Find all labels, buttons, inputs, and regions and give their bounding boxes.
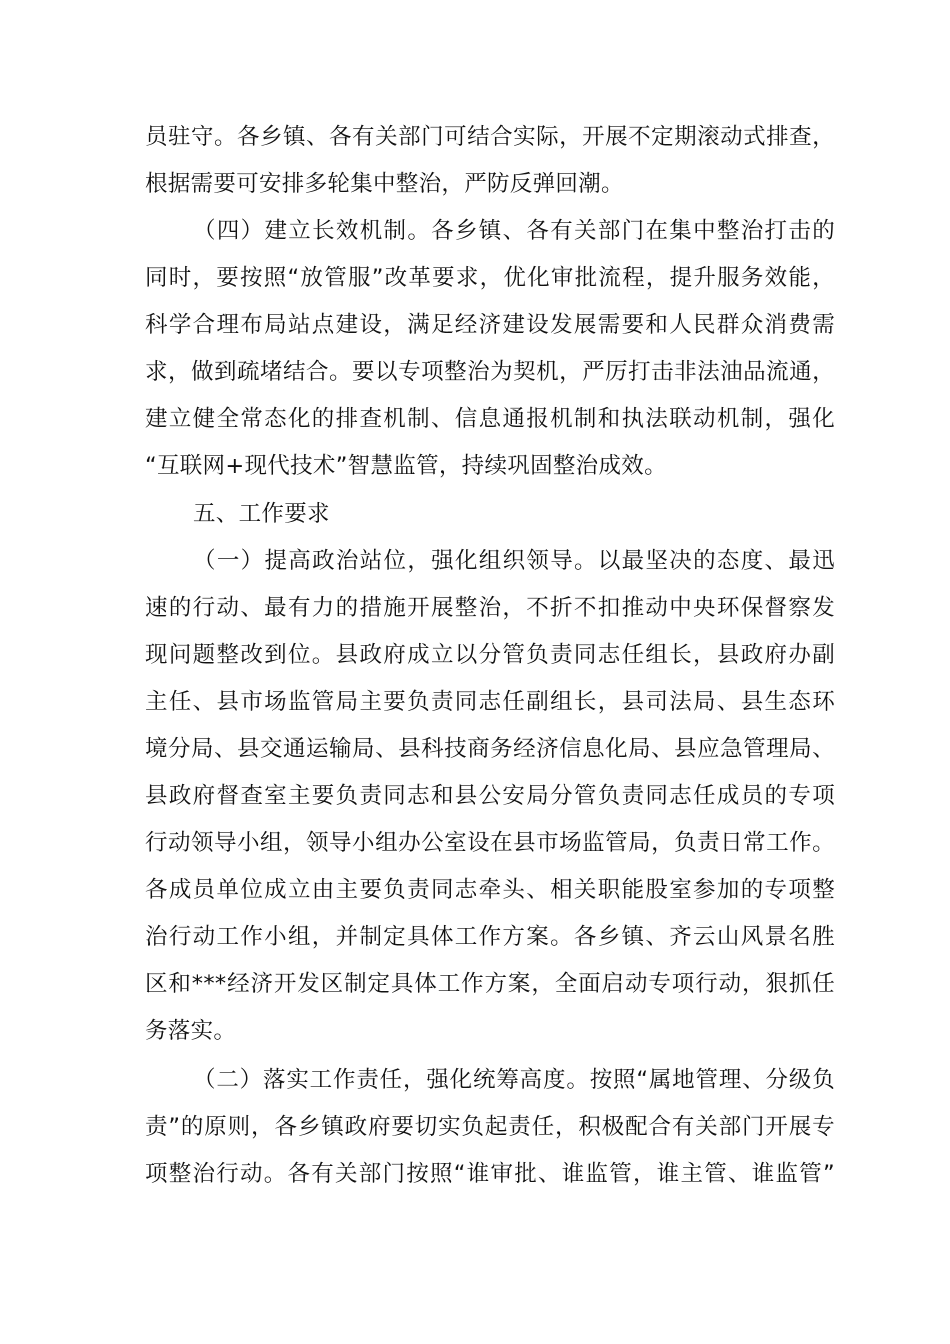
- paragraph-line: 员驻守。各乡镇、各有关部门可结合实际，开展不定期滚动式排查，: [145, 124, 835, 150]
- paragraph-line: 行动领导小组，领导小组办公室设在县市场监管局，负责日常工作。: [145, 830, 835, 856]
- paragraph-line: 速的行动、最有力的措施开展整治，不折不扣推动中央环保督察发: [145, 595, 835, 621]
- paragraph-line: 境分局、县交通运输局、县科技商务经济信息化局、县应急管理局、: [145, 736, 835, 762]
- paragraph-line: 现问题整改到位。县政府成立以分管负责同志任组长，县政府办副: [145, 642, 835, 668]
- chapter-heading: 五、工作要求: [193, 501, 330, 527]
- paragraph-line: 根据需要可安排多轮集中整治，严防反弹回潮。: [145, 171, 624, 197]
- paragraph-line: 治行动工作小组，并制定具体工作方案。各乡镇、齐云山风景名胜: [145, 924, 835, 950]
- paragraph-line: 务落实。: [145, 1018, 237, 1044]
- section-heading-line: （一）提高政治站位，强化组织领导。以最坚决的态度、最迅: [193, 548, 835, 574]
- paragraph-line: 建立健全常态化的排查机制、信息通报机制和执法联动机制，强化: [145, 406, 835, 432]
- paragraph-line: “互联网+现代技术”智慧监管，持续巩固整治成效。: [145, 453, 667, 479]
- section-heading-line: （四）建立长效机制。各乡镇、各有关部门在集中整治打击的: [193, 218, 835, 244]
- paragraph-line: 县政府督查室主要负责同志和县公安局分管负责同志任成员的专项: [145, 783, 835, 809]
- paragraph-line: 求，做到疏堵结合。要以专项整治为契机，严厉打击非法油品流通，: [145, 359, 835, 385]
- paragraph-line: 同时，要按照“放管服”改革要求，优化审批流程，提升服务效能，: [145, 265, 835, 291]
- paragraph-line: 区和***经济开发区制定具体工作方案，全面启动专项行动，狠抓任: [145, 971, 835, 997]
- paragraph-line: 主任、县市场监管局主要负责同志任副组长，县司法局、县生态环: [145, 689, 835, 715]
- paragraph-line: 责”的原则，各乡镇政府要切实负起责任，积极配合有关部门开展专: [145, 1114, 835, 1140]
- paragraph-line: 科学合理布局站点建设，满足经济建设发展需要和人民群众消费需: [145, 312, 835, 338]
- section-heading-line: （二）落实工作责任，强化统筹高度。按照“属地管理、分级负: [193, 1067, 835, 1093]
- paragraph-line: 各成员单位成立由主要负责同志牵头、相关职能股室参加的专项整: [145, 877, 835, 903]
- paragraph-line: 项整治行动。各有关部门按照“谁审批、谁监管，谁主管、谁监管”: [145, 1161, 835, 1187]
